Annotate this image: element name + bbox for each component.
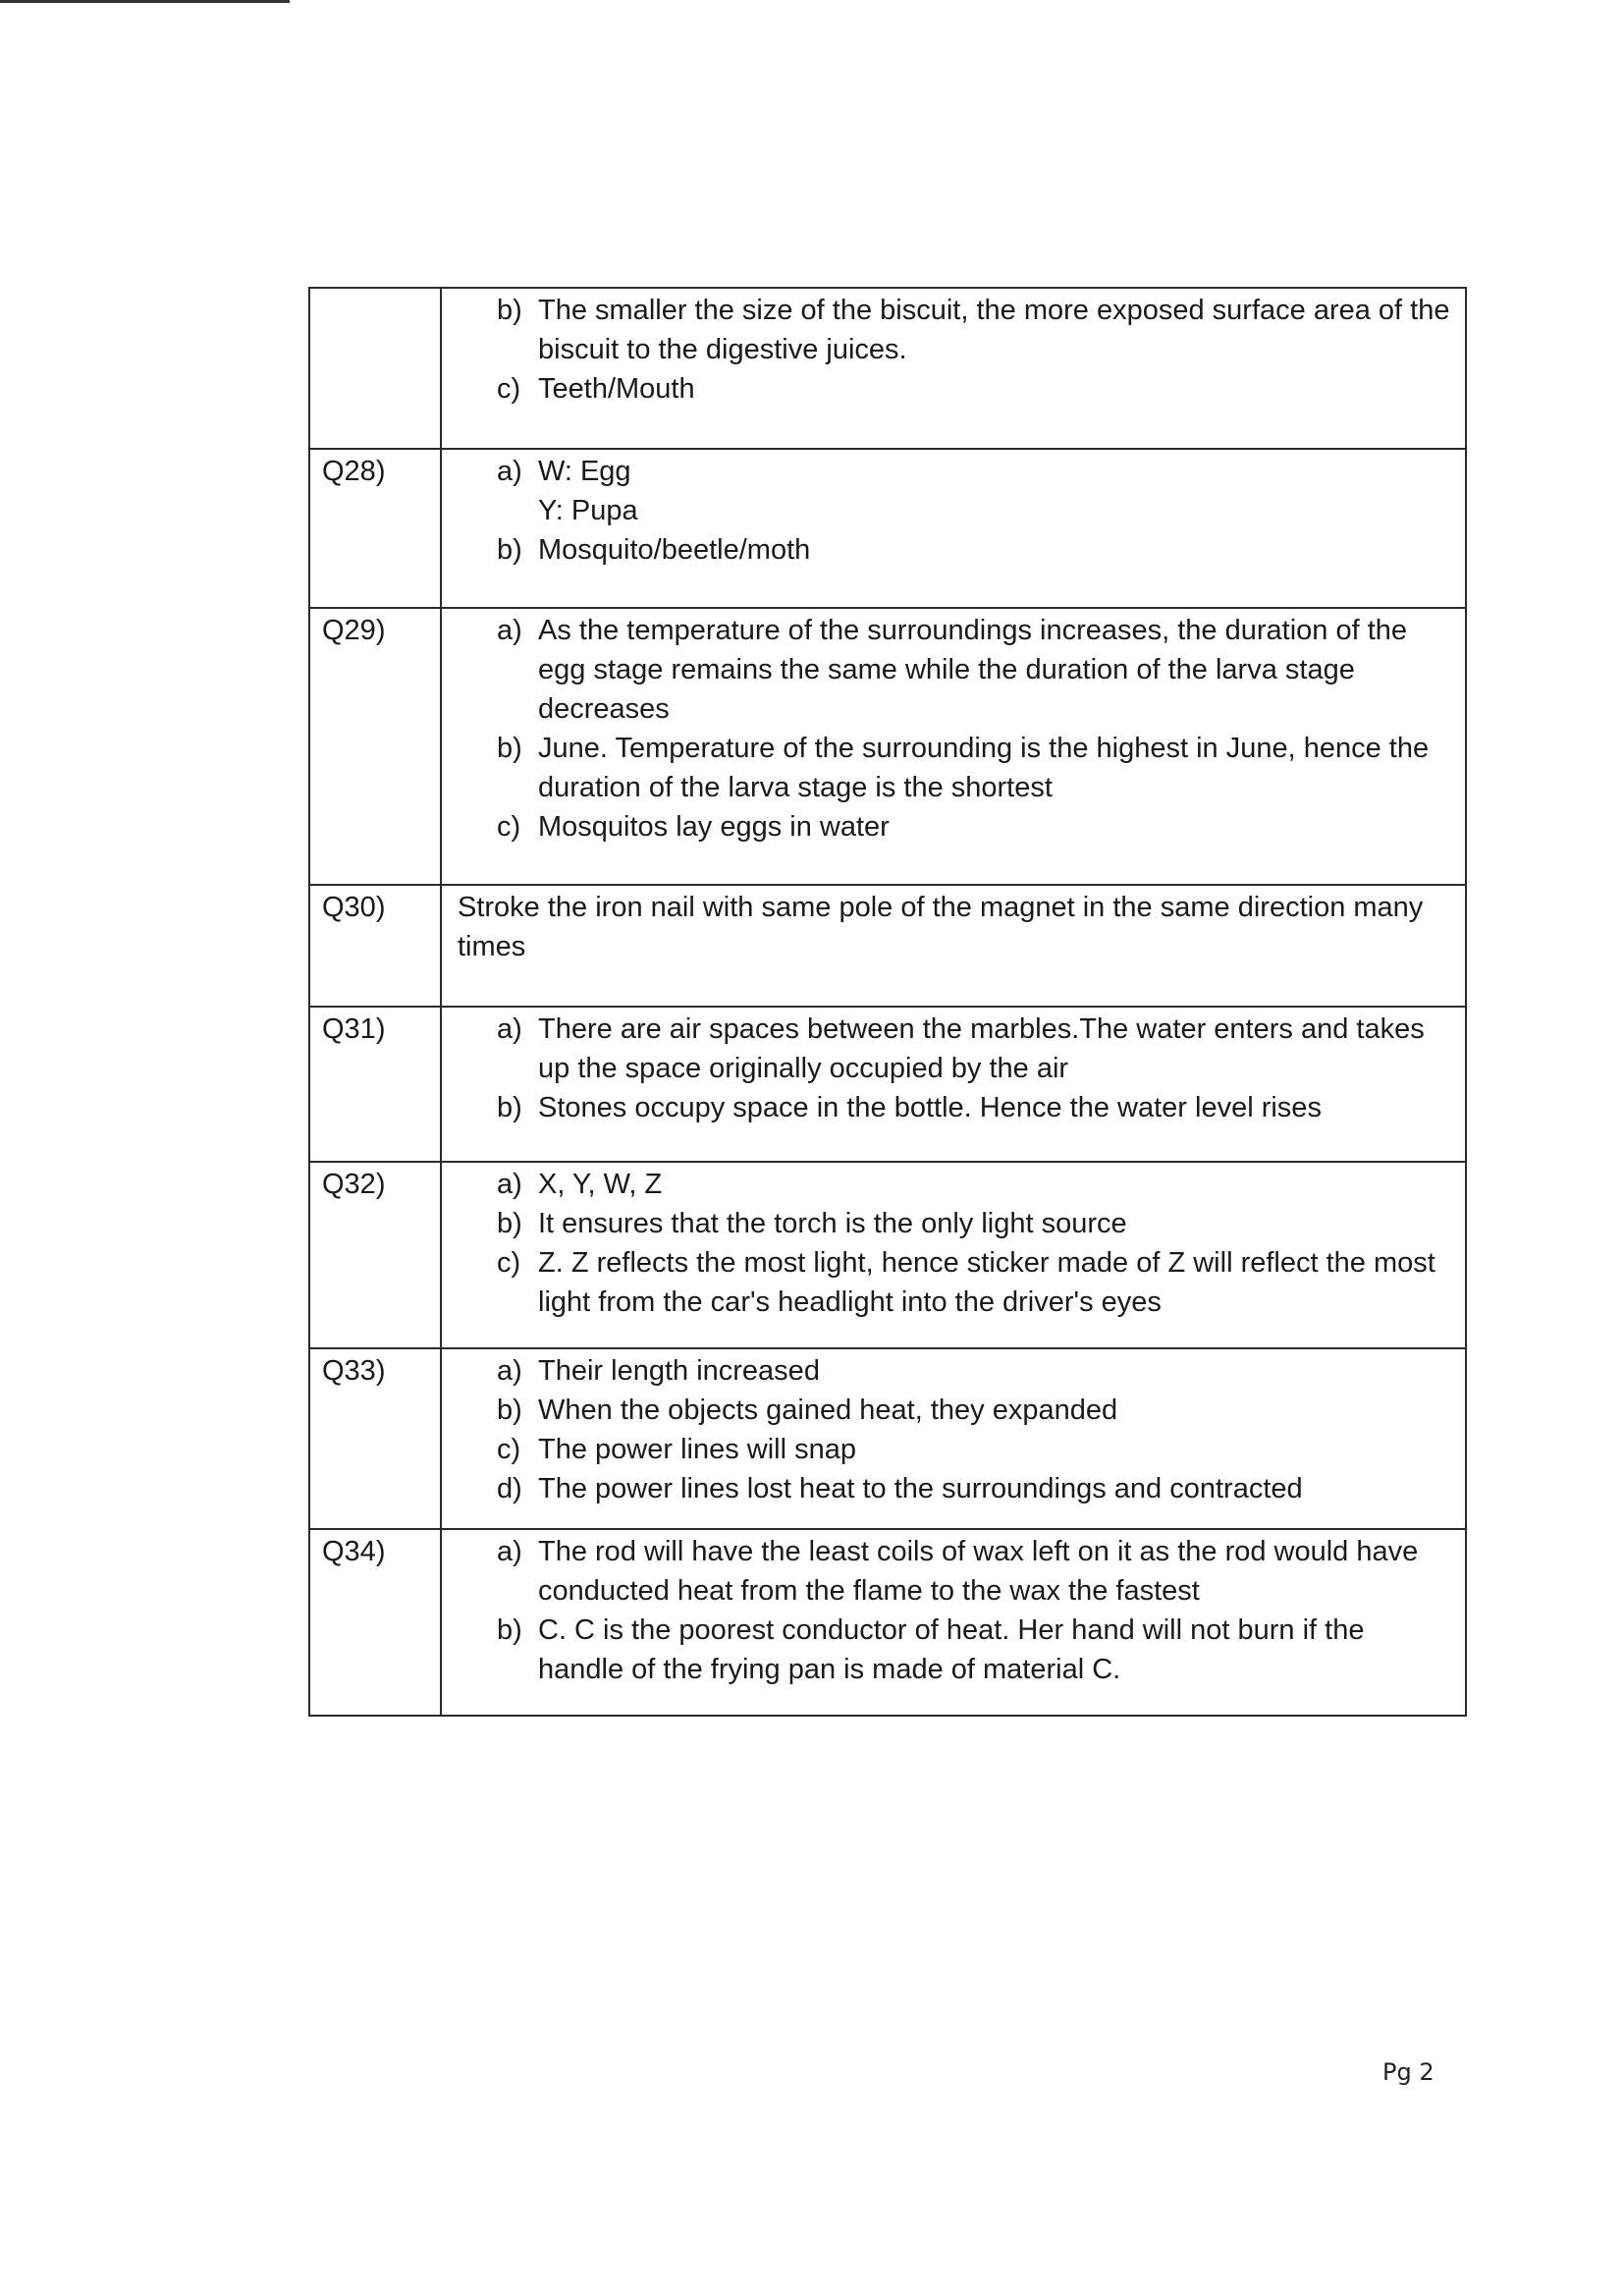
answer-item-text: As the temperature of the surroundings increases, the duration of the egg stage remains the same while the duration of the larva stage decreases [538, 615, 1408, 725]
question-number: Q28) [309, 449, 441, 608]
answer-item-text: Teeth/Mouth [538, 373, 695, 405]
answer-item-text: The power lines lost heat to the surroundings and contracted [538, 1473, 1303, 1504]
answer-item-label: a) [497, 1013, 522, 1045]
answer-cell [441, 885, 1466, 1007]
answer-item-text: Y: Pupa [538, 495, 638, 526]
answer-item-label [497, 491, 538, 530]
answer-item-text: Z. Z reflects the most light, hence sticker made of Z will reflect the most light from the car's headlight into the driver's eyes [538, 1247, 1435, 1318]
answer-item-label: b) [497, 1208, 522, 1239]
top-rule [0, 0, 290, 3]
answer-item-label: b) [497, 295, 522, 326]
answer-item-label: b) [497, 534, 522, 566]
question-number [309, 288, 441, 449]
answer-text: Stroke the iron nail with same pole of the magnet in the same direction many times [458, 892, 1424, 962]
answer-cell [441, 449, 1466, 608]
answer-item [458, 1204, 1451, 1243]
question-number: Q34) [309, 1529, 441, 1716]
answer-item [458, 1010, 1451, 1088]
answer-item-text: Their length increased [538, 1355, 820, 1387]
answer-item [458, 1430, 1451, 1469]
answer-item-label: c) [497, 1434, 521, 1465]
answer-item-label: b) [497, 733, 522, 764]
answer-item-label: a) [497, 456, 522, 487]
answer-item-label: b) [497, 1092, 522, 1123]
answer-item-label: d) [497, 1473, 522, 1504]
answer-cell [441, 1529, 1466, 1716]
answer-item [458, 369, 1451, 409]
answer-row [309, 1529, 1466, 1716]
answer-cell [441, 288, 1466, 449]
answer-item-label: a) [497, 1169, 522, 1200]
answer-item-label: c) [497, 811, 521, 843]
answer-item [458, 1165, 1451, 1204]
answer-item-text: The power lines will snap [538, 1434, 856, 1465]
answer-item [458, 807, 1451, 847]
answer-item-text: When the objects gained heat, they expanded [538, 1394, 1118, 1426]
answer-row [309, 1348, 1466, 1529]
question-number: Q33) [309, 1348, 441, 1529]
answer-table-body [309, 288, 1466, 1716]
answer-item [458, 1243, 1451, 1322]
answer-item [458, 530, 1451, 570]
question-number: Q32) [309, 1162, 441, 1348]
answer-item-text: It ensures that the torch is the only light source [538, 1208, 1127, 1239]
answer-row [309, 608, 1466, 885]
answer-item-text: There are air spaces between the marbles.The water enters and takes up the space originally occupied by the air [538, 1013, 1425, 1084]
question-number: Q30) [309, 885, 441, 1007]
answer-item-text: X, Y, W, Z [538, 1169, 663, 1200]
answer-item-text: The smaller the size of the biscuit, the more exposed surface area of the biscuit to the digestive juices. [538, 295, 1450, 365]
answer-cell [441, 1162, 1466, 1348]
answer-item-label: a) [497, 615, 522, 646]
answer-item [458, 491, 1451, 530]
page-number: Pg 2 [1382, 2058, 1435, 2086]
answer-item [458, 1391, 1451, 1430]
answer-item-label: c) [497, 1247, 521, 1279]
answer-row [309, 449, 1466, 608]
answer-item [458, 1469, 1451, 1508]
answer-item-label: c) [497, 373, 521, 405]
answer-item-label: a) [497, 1536, 522, 1567]
answer-item-text: June. Temperature of the surrounding is the highest in June, hence the duration of the larva stage is the shortest [538, 733, 1430, 803]
answer-item-label: a) [497, 1355, 522, 1387]
answer-item-label: b) [497, 1394, 522, 1426]
answer-item [458, 729, 1451, 807]
answer-item [458, 1611, 1451, 1689]
answer-item-text: Mosquito/beetle/moth [538, 534, 811, 566]
question-number: Q29) [309, 608, 441, 885]
answer-item-text: Mosquitos lay eggs in water [538, 811, 890, 843]
answer-item-text: Stones occupy space in the bottle. Hence the water level rises [538, 1092, 1322, 1123]
answer-row [309, 1162, 1466, 1348]
answer-row [309, 885, 1466, 1007]
answer-item [458, 452, 1451, 491]
answer-item [458, 1351, 1451, 1391]
answer-item-text: W: Egg [538, 456, 631, 487]
answer-item-text: The rod will have the least coils of wax left on it as the rod would have conducted heat from the flame to the wax the fastest [538, 1536, 1419, 1607]
answer-item-text: C. C is the poorest conductor of heat. Her hand will not burn if the handle of the frying pan is made of material C. [538, 1614, 1365, 1685]
answer-cell [441, 608, 1466, 885]
answer-row [309, 1007, 1466, 1162]
answer-item [458, 1088, 1451, 1127]
answer-row [309, 288, 1466, 449]
answer-cell [441, 1348, 1466, 1529]
answer-item [458, 291, 1451, 369]
question-number: Q31) [309, 1007, 441, 1162]
answer-cell [441, 1007, 1466, 1162]
answer-item [458, 611, 1451, 729]
answer-item [458, 1532, 1451, 1611]
answer-item-label: b) [497, 1614, 522, 1646]
answer-table [308, 287, 1467, 1717]
